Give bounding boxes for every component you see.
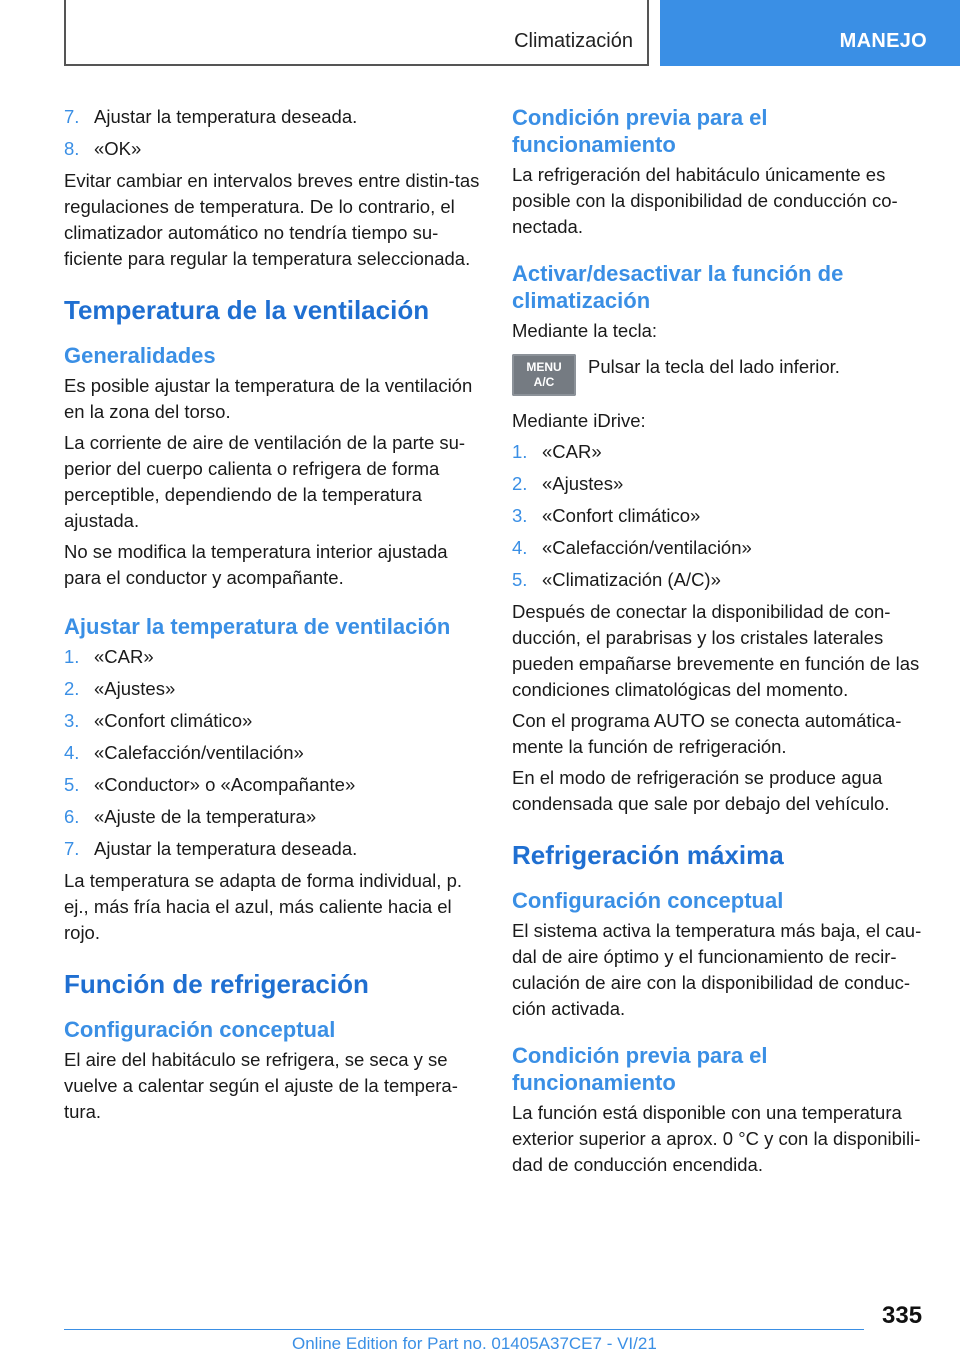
page-number: 335: [882, 1302, 923, 1329]
paragraph-concept: El aire del habitáculo se refrigera, se seca y se vuelve a calentar según el ajuste de la tempera-tura.: [64, 1049, 458, 1122]
menu-ac-key-icon: [512, 354, 576, 396]
heading-precondition: Condición previa para el funcionamiento: [512, 105, 768, 157]
heading-max-cooling: Refrigeración máxima: [512, 840, 784, 870]
step-text: «Calefacción/ventilación»: [542, 537, 752, 558]
step-text: «Conductor» o «Acompañante»: [94, 774, 356, 795]
step-number: 7.: [64, 838, 80, 859]
step-text: «Ajuste de la temperatura»: [94, 806, 317, 827]
step-text: «CAR»: [542, 441, 602, 462]
step-number: 4.: [64, 742, 80, 763]
step-text: «Calefacción/ventilación»: [94, 742, 304, 763]
list-item: [64, 676, 484, 702]
list-item: [64, 136, 484, 162]
paragraph-precondition: La refrigeración del habitáculo únicamente es posible con la disponibilidad de conducción co-nectada.: [512, 164, 898, 237]
footer-divider: [64, 1329, 864, 1330]
paragraph-adapt: La temperatura se adapta de forma individual, p. ej., más fría hacia el azul, más caliente hacia el rojo.: [64, 870, 462, 943]
key-label-line1: MENU: [526, 360, 562, 374]
list-item: [64, 772, 484, 798]
step-number: 2.: [512, 473, 528, 494]
heading-concept: Configuración conceptual: [64, 1017, 336, 1042]
paragraph-concept-2: El sistema activa la temperatura más baja, el cau-dal de aire óptimo y el funcionamiento de recir-culación de aire con la disponibilidad de conduc-ción activada.: [512, 920, 922, 1019]
paragraph-auto: Con el programa AUTO se conecta automática-mente la función de refrigeración.: [512, 710, 902, 757]
left-column: [64, 104, 484, 1130]
paragraph-general-3: No se modifica la temperatura interior ajustada para el conductor y acompañante.: [64, 541, 448, 588]
step-text: «Climatización (A/C)»: [542, 569, 721, 590]
step-text: «OK»: [94, 138, 142, 159]
heading-vent-temperature: Temperatura de la ventilación: [64, 295, 430, 325]
list-item: [64, 740, 484, 766]
step-text: «Ajustes»: [94, 678, 176, 699]
paragraph-avoid-changes: Evitar cambiar en intervalos breves entre distin-tas regulaciones de temperatura. De lo contrario, el climatizador automático no tendría tiempo su-ficiente para regular la temperatura seleccionada.: [64, 170, 480, 269]
list-item: [512, 439, 928, 465]
section-title: Climatización: [514, 30, 633, 52]
heading-concept-2: Configuración conceptual: [512, 888, 784, 913]
list-item: [512, 471, 928, 497]
step-number: 5.: [512, 569, 528, 590]
paragraph-via-key: Mediante la tecla:: [512, 320, 658, 341]
step-number: 4.: [512, 537, 528, 558]
list-item: [64, 104, 484, 130]
step-text: «CAR»: [94, 646, 154, 667]
step-text: Ajustar la temperatura deseada.: [94, 106, 358, 127]
step-text: «Confort climático»: [542, 505, 701, 526]
heading-toggle-climate: Activar/desactivar la función de climatización: [512, 261, 844, 313]
heading-general: Generalidades: [64, 343, 216, 368]
key-instruction-row: [512, 354, 928, 396]
list-item: [64, 644, 484, 670]
list-item: [512, 535, 928, 561]
paragraph-condensed-water: En el modo de refrigeración se produce agua condensada que sale por debajo del vehículo.: [512, 767, 890, 814]
list-item: [512, 503, 928, 529]
heading-cooling-function: Función de refrigeración: [64, 969, 369, 999]
paragraph-fogging: Después de conectar la disponibilidad de con-ducción, el parabrisas y los cristales laterales pueden empañarse brevemente en función de las condiciones climatológicas del momento.: [512, 601, 920, 700]
step-number: 1.: [512, 441, 528, 462]
paragraph-precondition-2: La función está disponible con una temperatura exterior superior a aprox. 0 °C y con la disponibili-dad de conducción encendida.: [512, 1102, 921, 1175]
list-item: [64, 708, 484, 734]
step-number: 2.: [64, 678, 80, 699]
list-item: [512, 567, 928, 593]
step-text: Ajustar la temperatura deseada.: [94, 838, 358, 859]
chapter-tab-label: MANEJO: [839, 30, 927, 52]
paragraph-general-2: La corriente de aire de ventilación de la parte su-perior del cuerpo calienta o refrigera de forma perceptible, dependiendo de la temperatura ajustada.: [64, 432, 466, 531]
header-section-box: [64, 0, 649, 66]
step-number: 6.: [64, 806, 80, 827]
step-text: «Confort climático»: [94, 710, 253, 731]
step-number: 1.: [64, 646, 80, 667]
paragraph-via-idrive: Mediante iDrive:: [512, 410, 646, 431]
chapter-tab[interactable]: [660, 0, 960, 66]
heading-adjust-vent-temp: Ajustar la temperatura de ventilación: [64, 614, 451, 639]
key-instruction-text: Pulsar la tecla del lado inferior.: [588, 356, 840, 377]
step-number: 3.: [512, 505, 528, 526]
step-number: 8.: [64, 138, 80, 159]
heading-precondition-2: Condición previa para el funcionamiento: [512, 1043, 768, 1095]
footer-edition-text: Online Edition for Part no. 01405A37CE7 - VI/21: [292, 1334, 657, 1353]
step-number: 5.: [64, 774, 80, 795]
list-item: [64, 836, 484, 862]
right-column: [512, 104, 928, 1183]
list-item: [64, 804, 484, 830]
step-text: «Ajustes»: [542, 473, 624, 494]
step-number: 7.: [64, 106, 80, 127]
step-number: 3.: [64, 710, 80, 731]
key-label-line2: A/C: [533, 375, 555, 389]
paragraph-general-1: Es posible ajustar la temperatura de la ventilación en la zona del torso.: [64, 375, 473, 422]
